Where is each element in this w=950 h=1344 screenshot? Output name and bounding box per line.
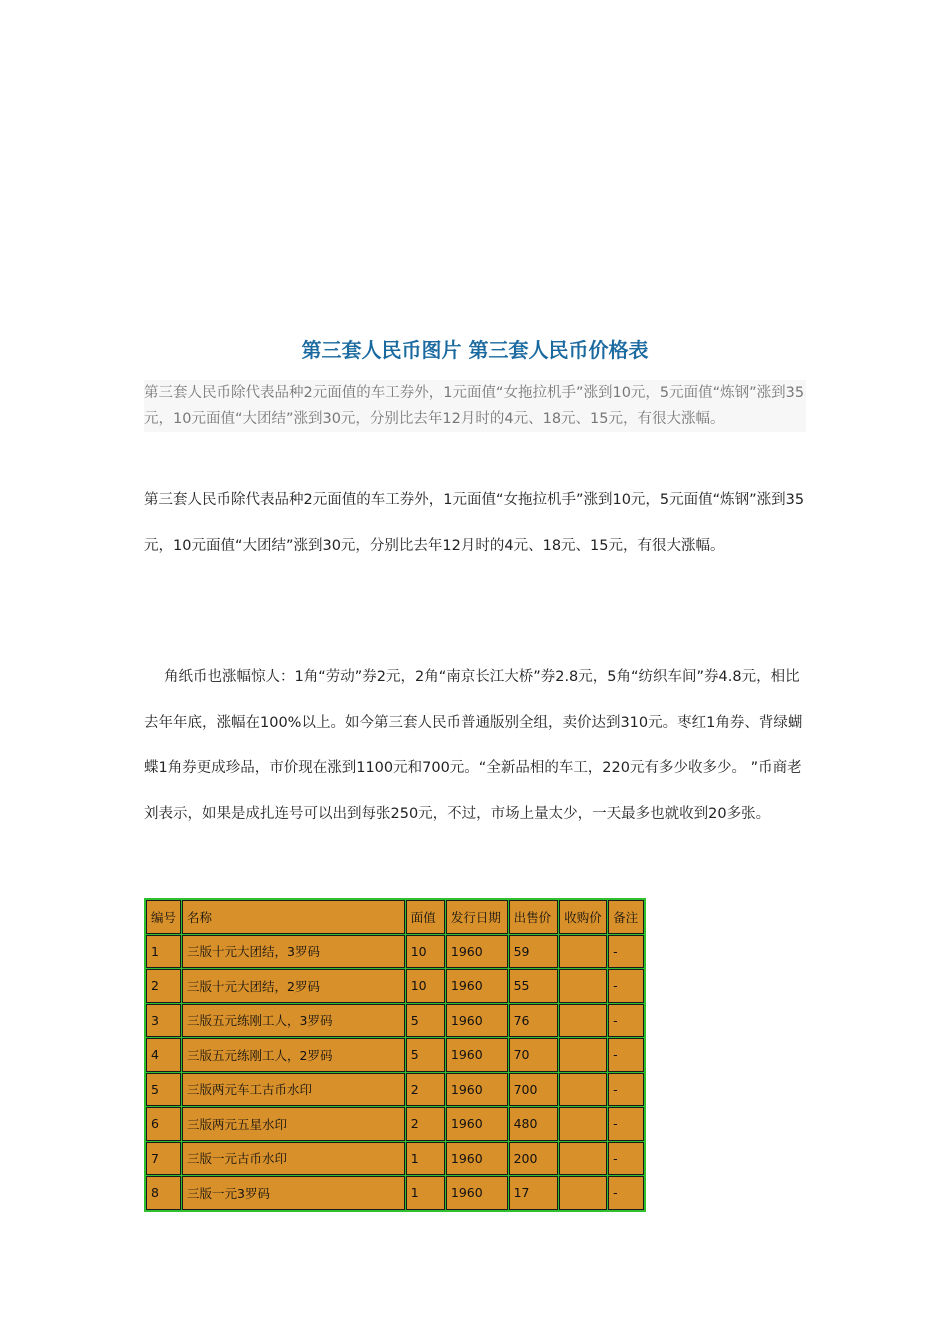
cell-name: 三版一元3罗码 bbox=[182, 1176, 405, 1210]
cell-buy-price bbox=[559, 1004, 607, 1038]
paragraph-2: 角纸币也涨幅惊人：1角“劳动”券2元，2角“南京长江大桥”券2.8元，5角“纺织车间”券4.8元，相比去年年底，涨幅在100%以上。如今第三套人民币普通版别全组，卖价达到310元。枣红1角券、背绿蝴蝶1角券更成珍品，市价现在涨到1100元和700元。“全新品相的车工，220元有多少收多少。 ”币商老刘表示，如果是成扎连号可以出到每张250元，不过，市场上量太少，一天最多也就收到20多张。 bbox=[144, 669, 803, 822]
header-cell-face-value: 面值 bbox=[406, 900, 445, 934]
cell-id: 1 bbox=[146, 935, 181, 969]
cell-issue-date: 1960 bbox=[446, 935, 508, 969]
cell-issue-date: 1960 bbox=[446, 1176, 508, 1210]
cell-name: 三版两元五星水印 bbox=[182, 1107, 405, 1141]
page-title: 第三套人民币图片 第三套人民币价格表 bbox=[301, 338, 649, 362]
cell-note: - bbox=[608, 935, 644, 969]
cell-buy-price bbox=[559, 1142, 607, 1176]
table-row bbox=[146, 969, 644, 1003]
header-cell-note: 备注 bbox=[608, 900, 644, 934]
cell-id: 3 bbox=[146, 1004, 181, 1038]
cell-issue-date: 1960 bbox=[446, 1107, 508, 1141]
table-row bbox=[146, 1107, 644, 1141]
cell-issue-date: 1960 bbox=[446, 1142, 508, 1176]
header-cell-name: 名称 bbox=[182, 900, 405, 934]
cell-buy-price bbox=[559, 1176, 607, 1210]
price-table bbox=[144, 898, 646, 1212]
cell-note: - bbox=[608, 1142, 644, 1176]
cell-face-value: 10 bbox=[406, 969, 445, 1003]
cell-name: 三版十元大团结，3罗码 bbox=[182, 935, 405, 969]
cell-face-value: 5 bbox=[406, 1038, 445, 1072]
table-row bbox=[146, 1142, 644, 1176]
cell-sell-price: 17 bbox=[509, 1176, 559, 1210]
cell-sell-price: 200 bbox=[509, 1142, 559, 1176]
paragraph-1: 第三套人民币除代表品种2元面值的车工券外，1元面值“女拖拉机手”涨到10元，5元面值“炼钢”涨到35元，10元面值“大团结”涨到30元，分别比去年12月时的4元、18元、15元，有很大涨幅。 bbox=[144, 492, 805, 554]
cell-note: - bbox=[608, 969, 644, 1003]
cell-id: 4 bbox=[146, 1038, 181, 1072]
cell-sell-price: 76 bbox=[509, 1004, 559, 1038]
header-cell-issue-date: 发行日期 bbox=[446, 900, 508, 934]
cell-buy-price bbox=[559, 1038, 607, 1072]
cell-face-value: 2 bbox=[406, 1073, 445, 1107]
cell-name: 三版十元大团结，2罗码 bbox=[182, 969, 405, 1003]
cell-face-value: 10 bbox=[406, 935, 445, 969]
cell-issue-date: 1960 bbox=[446, 1004, 508, 1038]
table-row bbox=[146, 1038, 644, 1072]
summary-block: 第三套人民币除代表品种2元面值的车工券外，1元面值“女拖拉机手”涨到10元，5元面值“炼钢”涨到35元，10元面值“大团结”涨到30元，分别比去年12月时的4元、18元、15元，有很大涨幅。 bbox=[144, 380, 806, 432]
cell-buy-price bbox=[559, 969, 607, 1003]
cell-name: 三版五元练刚工人，2罗码 bbox=[182, 1038, 405, 1072]
cell-face-value: 2 bbox=[406, 1107, 445, 1141]
cell-id: 7 bbox=[146, 1142, 181, 1176]
cell-issue-date: 1960 bbox=[446, 1073, 508, 1107]
cell-face-value: 1 bbox=[406, 1176, 445, 1210]
table-row bbox=[146, 935, 644, 969]
table-row bbox=[146, 1176, 644, 1210]
cell-face-value: 1 bbox=[406, 1142, 445, 1176]
cell-face-value: 5 bbox=[406, 1004, 445, 1038]
cell-sell-price: 70 bbox=[509, 1038, 559, 1072]
cell-buy-price bbox=[559, 935, 607, 969]
cell-name: 三版两元车工古币水印 bbox=[182, 1073, 405, 1107]
cell-id: 8 bbox=[146, 1176, 181, 1210]
cell-name: 三版五元练刚工人，3罗码 bbox=[182, 1004, 405, 1038]
cell-note: - bbox=[608, 1107, 644, 1141]
table-header-row bbox=[146, 900, 644, 934]
cell-id: 2 bbox=[146, 969, 181, 1003]
cell-name: 三版一元古币水印 bbox=[182, 1142, 405, 1176]
cell-issue-date: 1960 bbox=[446, 969, 508, 1003]
cell-issue-date: 1960 bbox=[446, 1038, 508, 1072]
cell-note: - bbox=[608, 1004, 644, 1038]
cell-note: - bbox=[608, 1176, 644, 1210]
header-cell-buy-price: 收购价 bbox=[559, 900, 607, 934]
cell-note: - bbox=[608, 1038, 644, 1072]
header-cell-sell-price: 出售价 bbox=[509, 900, 559, 934]
cell-id: 6 bbox=[146, 1107, 181, 1141]
header-cell-id: 编号 bbox=[146, 900, 181, 934]
cell-sell-price: 55 bbox=[509, 969, 559, 1003]
cell-id: 5 bbox=[146, 1073, 181, 1107]
cell-buy-price bbox=[559, 1107, 607, 1141]
table-row bbox=[146, 1004, 644, 1038]
cell-buy-price bbox=[559, 1073, 607, 1107]
cell-sell-price: 480 bbox=[509, 1107, 559, 1141]
table-row bbox=[146, 1073, 644, 1107]
cell-sell-price: 700 bbox=[509, 1073, 559, 1107]
cell-sell-price: 59 bbox=[509, 935, 559, 969]
cell-note: - bbox=[608, 1073, 644, 1107]
